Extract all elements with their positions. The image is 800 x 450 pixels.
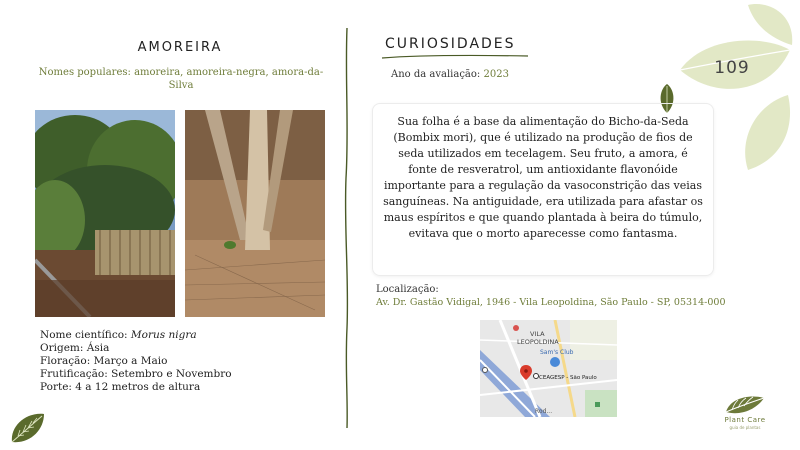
map-road: Rod...	[535, 408, 553, 415]
origin: Origem: Ásia	[40, 342, 110, 354]
curiosity-card	[372, 103, 714, 276]
evaluation-year-value: 2023	[483, 69, 509, 80]
leaf-icon	[8, 408, 48, 446]
map-district-2: LEOPOLDINA	[517, 338, 559, 346]
tree-photo-trunk	[185, 110, 325, 317]
species-title: AMOREIRA	[137, 40, 223, 55]
scientific-label: Nome científico:	[40, 329, 128, 341]
address: Av. Dr. Gastão Vidigal, 1946 - Vila Leopoldina, São Paulo - SP, 05314-000	[376, 297, 726, 308]
scientific-name: Morus nigra	[130, 329, 197, 341]
map-district: VILA	[530, 330, 545, 338]
plant-care-logo	[722, 392, 768, 418]
brand-name: Plant Care	[724, 416, 766, 424]
page-number: 109	[714, 58, 750, 78]
brand-tagline: guia de plantas	[729, 425, 761, 430]
evaluation-year	[391, 69, 509, 80]
evaluation-label: Ano da avaliação:	[391, 69, 481, 80]
scientific-name-line	[40, 329, 232, 342]
section-title: CURIOSIDADES	[385, 36, 516, 52]
location-map[interactable]	[480, 320, 617, 417]
title-underline	[380, 52, 530, 62]
map-poi-ceagesp: CEAGESP - São Paulo	[539, 375, 597, 381]
map-poi-sams: Sam's Club	[540, 349, 574, 356]
page-divider	[340, 28, 354, 428]
size: Porte: 4 a 12 metros de altura	[40, 381, 201, 393]
curiosity-text: Sua folha é a base da alimentação do Bicho-da-Seda (Bombix mori), que é utilizado na produção de fios de seda utilizados em tecelagem. Seu fruto, a amora, é fonte de resveratrol, um antioxidante flavonóide importante para a regulação da vasoconstrição das veias sanguíneas. Na antiguidade, era utilizada para afastar os maus espíritos e que quando plantada à beira do túmulo, evitava que o morto aparecesse como fantasma.	[383, 115, 703, 240]
popular-names: Nomes populares: amoreira, amoreira-negra, amora-da-Silva	[38, 67, 324, 91]
flowering: Floração: Março a Maio	[40, 355, 168, 367]
location-label: Localização:	[376, 284, 439, 295]
fruiting: Frutificação: Setembro e Novembro	[40, 368, 232, 380]
species-details	[40, 329, 232, 394]
tree-photo-canopy	[35, 110, 175, 317]
